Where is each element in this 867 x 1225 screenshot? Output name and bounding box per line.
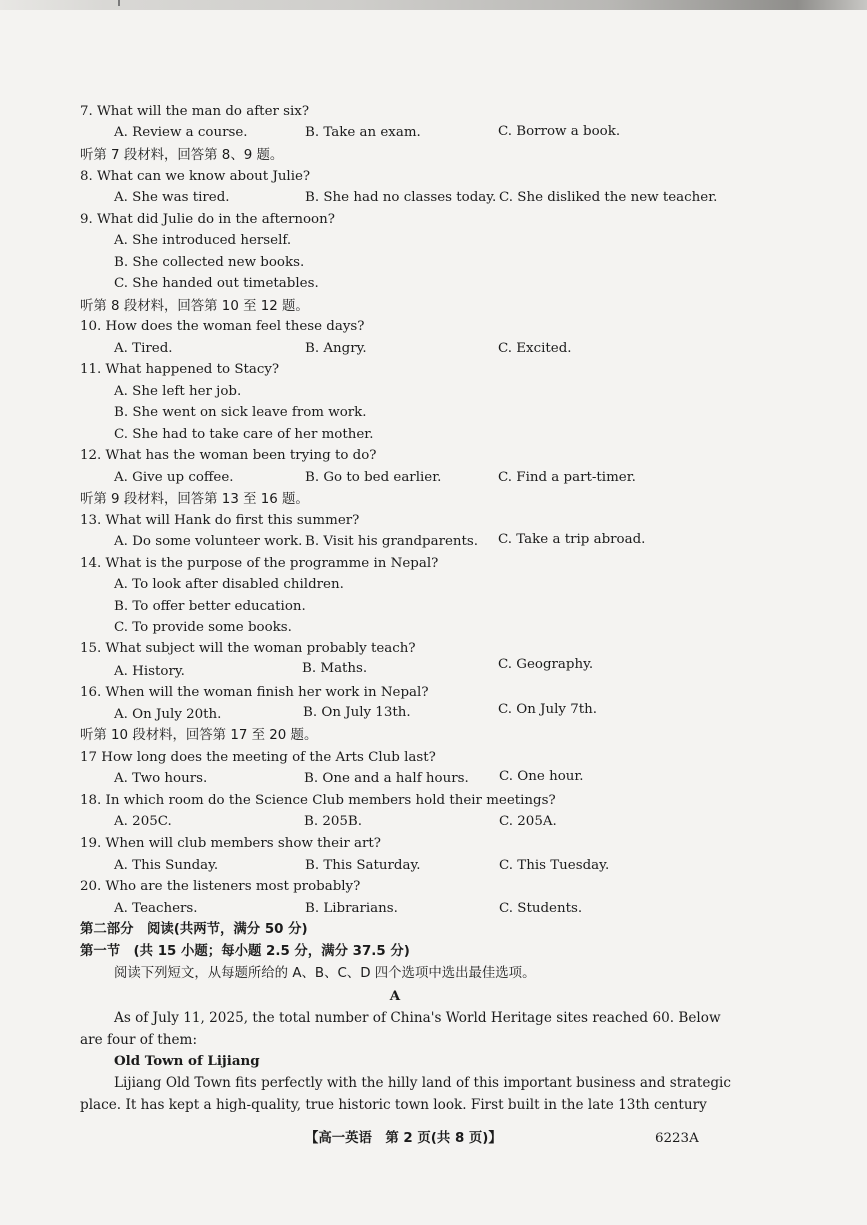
option-15a: A. History. [114,664,185,679]
question-10: 10. How does the woman feel these days? [80,319,365,334]
option-11b: B. She went on sick leave from work. [114,405,367,420]
intro-line-1: As of July 11, 2025, the total number of China's World Heritage sites reached 60. Below [114,1010,721,1026]
option-20c: C. Students. [499,901,583,916]
question-18: 18. In which room do the Science Club members hold their meetings? [80,793,556,808]
option-8b: B. She had no classes today. [305,190,497,205]
question-9: 9. What did Julie do in the afternoon? [80,212,335,227]
option-14b: B. To offer better education. [114,599,306,614]
footer-code: 6223A [655,1131,699,1146]
option-14c: C. To provide some books. [114,620,292,635]
part2-instruction: 阅读下列短文，从每题所给的 A、B、C、D 四个选项中选出最佳选项。 [114,966,536,981]
option-18c: C. 205A. [499,814,557,829]
question-13: 13. What will Hank do first this summer? [80,513,360,528]
question-17: 17 How long does the meeting of the Arts Club last? [80,750,436,765]
scan-edge [0,0,867,10]
option-10c: C. Excited. [498,341,572,356]
option-7a: A. Review a course. [114,125,248,140]
question-16: 16. When will the woman finish her work in Nepal? [80,685,429,700]
option-12c: C. Find a part-timer. [498,470,636,485]
option-11c: C. She had to take care of her mother. [114,427,374,442]
question-15: 15. What subject will the woman probably teach? [80,641,416,656]
option-17b: B. One and a half hours. [304,771,469,786]
option-9a: A. She introduced herself. [114,233,292,248]
subheading-lijiang: Old Town of Lijiang [114,1053,260,1069]
question-11: 11. What happened to Stacy? [80,362,280,377]
option-16b: B. On July 13th. [303,705,411,720]
option-13c: C. Take a trip abroad. [498,532,646,547]
option-18a: A. 205C. [114,814,172,829]
option-15b: B. Maths. [302,661,368,676]
option-7c: C. Borrow a book. [498,124,621,139]
footer-page-label: 【高一英语 第 2 页(共 8 页)】 [305,1131,502,1146]
option-12a: A. Give up coffee. [114,470,234,485]
question-20: 20. Who are the listeners most probably? [80,879,361,894]
part2-title: 第二部分 阅读(共两节，满分 50 分) [80,922,308,937]
option-7b: B. Take an exam. [305,125,421,140]
option-9c: C. She handed out timetables. [114,276,319,291]
question-12: 12. What has the woman been trying to do? [80,448,377,463]
option-13b: B. Visit his grandparents. [305,534,479,549]
section-heading-10: 听第 10 段材料，回答第 17 至 20 题。 [80,728,318,743]
question-7: 7. What will the man do after six? [80,104,310,119]
passage-letter: A [389,988,401,1004]
option-19c: C. This Tuesday. [499,858,610,873]
intro-line-2: are four of them: [80,1032,198,1048]
question-8: 8. What can we know about Julie? [80,169,311,184]
option-14a: A. To look after disabled children. [114,577,344,592]
option-10b: B. Angry. [305,341,367,356]
option-9b: B. She collected new books. [114,255,305,270]
option-20b: B. Librarians. [305,901,398,916]
option-8a: A. She was tired. [114,190,230,205]
option-18b: B. 205B. [304,814,363,829]
section-heading-8: 听第 8 段材料，回答第 10 至 12 题。 [80,299,309,314]
part2-section1: 第一节 (共 15 小题；每小题 2.5 分，满分 37.5 分) [80,944,410,959]
option-15c: C. Geography. [498,657,594,672]
scan-mark [118,0,120,6]
option-19b: B. This Saturday. [305,858,421,873]
question-19: 19. When will club members show their art? [80,836,381,851]
para-line-1: Lijiang Old Town fits perfectly with the hilly land of this important business and strategic [114,1075,732,1091]
option-17c: C. One hour. [499,769,584,784]
option-13a: A. Do some volunteer work. [114,534,303,549]
para-line-2: place. It has kept a high-quality, true historic town look. First built in the late 13th century [80,1097,707,1113]
option-11a: A. She left her job. [114,384,242,399]
option-10a: A. Tired. [114,341,173,356]
section-heading-7: 听第 7 段材料，回答第 8、9 题。 [80,148,284,163]
option-8c: C. She disliked the new teacher. [499,190,718,205]
section-heading-9: 听第 9 段材料，回答第 13 至 16 题。 [80,492,309,507]
option-16c: C. On July 7th. [498,702,598,717]
option-20a: A. Teachers. [114,901,198,916]
option-19a: A. This Sunday. [114,858,219,873]
option-12b: B. Go to bed earlier. [305,470,442,485]
option-17a: A. Two hours. [114,771,208,786]
question-14: 14. What is the purpose of the programme in Nepal? [80,556,439,571]
option-16a: A. On July 20th. [114,707,222,722]
